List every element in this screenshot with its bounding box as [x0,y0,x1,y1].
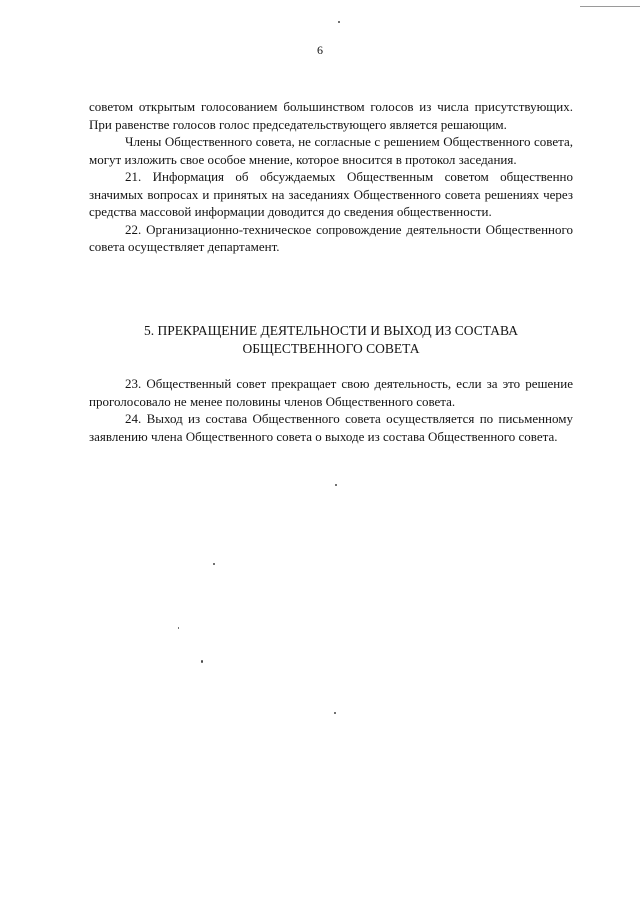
section-heading-line-1: 5. ПРЕКРАЩЕНИЕ ДЕЯТЕЛЬНОСТИ И ВЫХОД ИЗ СОСТАВА [144,323,518,338]
paragraph-23: 23. Общественный совет прекращает свою деятельность, если за это решение проголосовало не менее половины членов Общественного совета. [89,376,573,409]
paragraph-dissenting-opinion: Члены Общественного совета, не согласные с решением Общественного совета, могут изложить свое особое мнение, которое вносится в протокол заседания. [89,134,573,167]
scan-speck [178,627,179,629]
scan-edge-line [580,6,640,7]
scan-speck [201,660,203,663]
page-number: 6 [317,43,323,57]
section-5-heading [89,322,573,358]
paragraph-21: 21. Информация об обсуждаемых Общественным советом общественно значимых вопросах и принятых на заседаниях Общественного совета решениях через средства массовой информации доводится до сведения общественности. [89,169,573,219]
paragraph-voting-continuation: советом открытым голосованием большинством голосов из числа присутствующих. При равенстве голосов голос председательствующего является решающим. [89,99,573,132]
paragraph-22: 22. Организационно-техническое сопровождение деятельности Общественного совета осуществляет департамент. [89,221,573,254]
paragraph-24: 24. Выход из состава Общественного совета осуществляется по письменному заявлению члена Общественного совета о выходе из состава Общественного совета. [89,411,573,444]
section-4-continued [89,98,573,256]
scan-speck [334,712,336,714]
scan-speck [335,484,337,486]
scan-speck [213,563,215,565]
section-5-body [89,375,573,445]
section-heading-line-2: ОБЩЕСТВЕННОГО СОВЕТА [242,341,420,356]
scan-speck [338,21,340,23]
